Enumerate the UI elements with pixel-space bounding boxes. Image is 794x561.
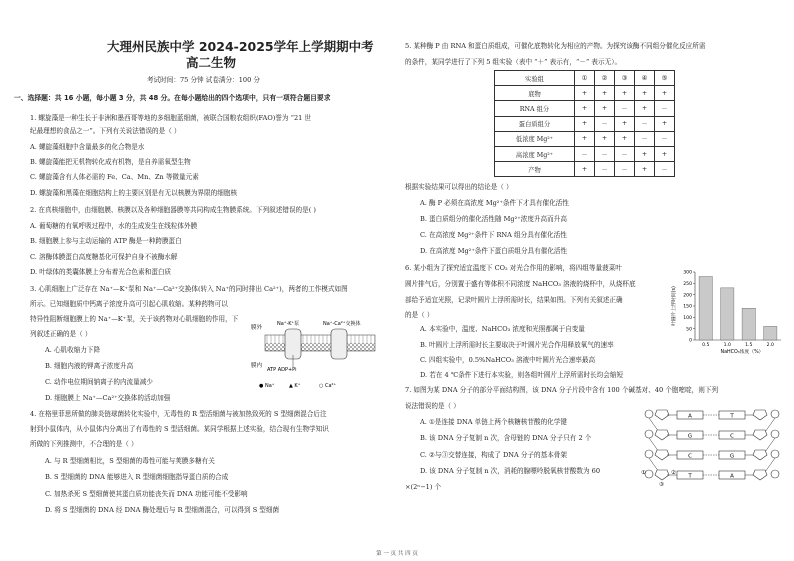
- base-left-label: C: [688, 453, 692, 460]
- ion-transport-figure: [245, 315, 385, 400]
- table-cell: +: [575, 131, 595, 146]
- table-cell: －: [655, 162, 675, 177]
- table-cell: +: [615, 116, 635, 131]
- q4-stem-line1: 4. 在格里菲思所做的肺炎链球菌转化实验中，无毒性的 R 型活细菌与被加热致死的 S 型细菌混合后注: [30, 410, 327, 418]
- table-header-row: [495, 71, 675, 86]
- bar: [742, 308, 755, 340]
- sugar-right: [753, 450, 767, 460]
- q2-stem: 2. 在真核细胞中，由细胞膜、核膜以及各种细胞器膜等共同构成生物膜系统。下列叙述错误的是( ): [30, 206, 316, 214]
- sugar-left: [655, 450, 669, 460]
- q2-option-a: A. 葡萄糖的有氧呼吸过程中，水的生成发生在线粒体外膜: [30, 222, 198, 230]
- q5-option-a: A. 酶 P 必须在高浓度 Mg²⁺条件下才具有催化活性: [420, 199, 569, 207]
- exam-title: 大理州民族中学 2024-2025学年上学期期中考: [107, 39, 374, 54]
- phosphate-left: [645, 410, 653, 418]
- q3-option-b: B. 细胞内液的钾离子浓度升高: [45, 362, 134, 370]
- structure-label: ①: [641, 470, 646, 476]
- q7-option-d-cont: ×(2ⁿ−1) 个: [405, 483, 442, 491]
- table-cell: ④: [635, 71, 655, 86]
- exterior-label: 膜外: [251, 325, 263, 331]
- q7-option-b: B. 该 DNA 分子复制 n 次，含母链的 DNA 分子只有 2 个: [420, 434, 592, 442]
- q4-stem-line3: 所做的下列推测中，不合理的是（ ）: [30, 440, 138, 448]
- legend-na: ● Na⁺: [259, 383, 275, 389]
- q5-option-b: B. 蛋白质组分的催化活性随 Mg²⁺浓度升高而升高: [420, 215, 567, 223]
- table-cell: ⑤: [655, 71, 675, 86]
- q3-option-c: C. 动作电位期间钠离子的内流量减少: [45, 378, 153, 386]
- phosphate-right: [771, 430, 779, 438]
- table-row: [495, 116, 675, 131]
- q3-stem-line2: 所示。已知细胞质中钙离子浓度升高可引起心肌收缩。某种药物可以: [30, 300, 228, 308]
- base-right-label: C: [730, 433, 734, 440]
- q1-option-c: C. 螺旋藻含有人体必需的 Fe、Ca、Mn、Zn 等微量元素: [30, 173, 199, 181]
- dna-structure-figure: [637, 402, 787, 490]
- table-cell: +: [595, 131, 615, 146]
- bar: [699, 277, 712, 340]
- table-cell: +: [595, 86, 615, 101]
- table-cell: ③: [615, 71, 635, 86]
- table-cell: +: [615, 86, 635, 101]
- q3-stem-line1: 3. 心肌细胞上广泛存在 Na⁺—K⁺泵和 Na⁺—Ca²⁺交换体(转入 Na⁺的同时排出 Ca²⁺)，两者的工作模式如图: [30, 285, 348, 293]
- structure-label: ③: [659, 482, 664, 488]
- exam-meta: 考试时间：75 分钟 试卷满分：100 分: [147, 76, 260, 84]
- q3-option-d: D. 细胞膜上 Na⁺—Ca²⁺交换体的活动加强: [45, 394, 171, 402]
- y-tick-label: 0: [689, 338, 692, 344]
- table-cell: －: [575, 146, 595, 161]
- q7-stem-line1: 7. 如图为某 DNA 分子的部分平面结构图，该 DNA 分子片段中含有 100 个碱基对、40 个胞嘧啶，则下列: [405, 386, 719, 394]
- table-cell: +: [575, 86, 595, 101]
- sugar-right: [753, 470, 767, 480]
- table-cell: －: [615, 101, 635, 116]
- y-tick-label: 100: [683, 316, 692, 322]
- table-row: [495, 162, 675, 177]
- table-cell: +: [615, 131, 635, 146]
- table-cell: 低浓度 Mg²⁺: [495, 131, 575, 146]
- q6-stem-line1: 6. 某小组为了探究适宜温度下 CO₂ 对光合作用的影响，将四组等量菠菜叶: [405, 264, 622, 272]
- atp-label: ATP ADP+Pi: [267, 367, 297, 373]
- table-cell: +: [595, 101, 615, 116]
- legend-k: ▲ K⁺: [289, 383, 301, 389]
- sugar-left: [655, 430, 669, 440]
- q1-option-a: A. 螺旋藻细胞中含量最多的化合物是水: [30, 143, 145, 151]
- q1-stem-line1: 1. 螺旋藻是一种生长于非洲和墨西哥等地的多细胞蓝细菌，被联合国粮农组织(FAO)誉为 “21 世: [30, 114, 312, 122]
- table-cell: －: [615, 146, 635, 161]
- table-cell: +: [635, 101, 655, 116]
- q3-stem-line3: 特异性阻断细胞膜上的 Na⁺—K⁺泵，关于该药物对心肌细胞的作用，下: [30, 315, 239, 323]
- nahco3-bar-chart: [667, 262, 789, 360]
- q6-stem-line4: 的是（ ）: [405, 311, 434, 319]
- q3-stem-line4: 列叙述正确的是（ ）: [30, 330, 92, 338]
- sugar-left: [655, 470, 669, 480]
- structure-label: ②: [671, 470, 676, 476]
- na-k-pump-label: Na⁺-K⁺泵: [277, 321, 300, 327]
- y-tick-label: 50: [686, 327, 692, 333]
- base-left-label: A: [688, 413, 692, 420]
- q1-stem-line2: 纪最理想的食品之一”。下列有关说法错误的是（ ）: [30, 127, 181, 135]
- na-ca-exchanger-label: Na⁺-Ca²⁺交换体: [323, 321, 361, 327]
- page-footer: 第 一 页 共 四 页: [376, 551, 418, 557]
- base-left-label: G: [687, 433, 693, 440]
- table-row: [495, 101, 675, 116]
- table-cell: －: [595, 146, 615, 161]
- backbone-right: [765, 418, 775, 432]
- table-row: [495, 86, 675, 101]
- membrane: [265, 335, 375, 351]
- table-cell: +: [635, 162, 655, 177]
- y-tick-label: 300: [683, 270, 692, 276]
- q5-option-c: C. 在高浓度 Mg²⁺条件下 RNA 组分具有催化活性: [420, 231, 567, 239]
- backbone-right: [765, 458, 775, 472]
- x-tick-label: 1.0: [723, 343, 731, 348]
- q5-stem-line1: 5. 某种酶 P 由 RNA 和蛋白质组成，可催化底物转化为相应的产物。为探究该酶不同组分催化反应所需: [405, 42, 706, 50]
- phosphate-left: [645, 450, 653, 458]
- q6-stem-line2: 圆片排气后，分别置于盛有等体积不同浓度 NaHCO₃ 溶液的烧杯中，从烧杯底: [405, 280, 636, 288]
- table-cell: ②: [595, 71, 615, 86]
- na-ca-exchanger: [331, 329, 347, 359]
- q4-option-a: A. 与 R 型细菌相比，S 型细菌的毒性可能与荚膜多糖有关: [45, 457, 215, 465]
- exam-subject: 高二生物: [186, 55, 237, 70]
- phosphate-left: [645, 470, 653, 478]
- base-right-label: T: [730, 413, 734, 420]
- y-tick-label: 200: [683, 293, 692, 299]
- table-cell: ①: [575, 71, 595, 86]
- q3-option-a: A. 心肌收缩力下降: [45, 346, 101, 354]
- table-cell: －: [595, 116, 615, 131]
- table-cell: －: [635, 131, 655, 146]
- table-cell: 产物: [495, 162, 575, 177]
- q7-option-c: C. ②与③交替连接，构成了 DNA 分子的基本骨架: [420, 451, 568, 459]
- q7-stem-line2: 说法错误的是（ ）: [405, 402, 460, 410]
- table-cell: －: [615, 162, 635, 177]
- x-tick-label: 2.0: [766, 343, 774, 348]
- table-cell: －: [595, 162, 615, 177]
- table-cell: +: [655, 146, 675, 161]
- table-cell: 蛋白质组分: [495, 116, 575, 131]
- bar: [764, 326, 777, 340]
- legend-ca: ○ Ca²⁺: [319, 383, 337, 389]
- table-cell: +: [575, 116, 595, 131]
- phosphate-right: [771, 410, 779, 418]
- interior-label: 膜内: [251, 363, 263, 369]
- table-cell: 实验组: [495, 71, 575, 86]
- table-cell: －: [655, 101, 675, 116]
- sugar-right: [753, 410, 767, 420]
- table-row: [495, 131, 675, 146]
- q6-option-c: C. 四组实验中，0.5%NaHCO₃ 溶液中叶圆片光合速率最高: [420, 356, 596, 364]
- y-tick-label: 150: [683, 304, 692, 310]
- table-cell: －: [655, 131, 675, 146]
- y-tick-label: 250: [683, 282, 692, 288]
- base-right-label: A: [730, 473, 734, 480]
- section-heading: 一、选择题：共 16 小题，每小题 3 分，共 48 分。在每小题给出的四个选项中，只有一项符合题目要求: [14, 94, 331, 102]
- table-cell: +: [655, 86, 675, 101]
- sugar-right: [753, 430, 767, 440]
- base-left-label: T: [688, 473, 692, 480]
- phosphate-right: [771, 470, 779, 478]
- table-row: [495, 146, 675, 161]
- sugar-left: [655, 410, 669, 420]
- q4-option-d: D. 将 S 型细菌的 DNA 经 DNA 酶处理后与 R 型细菌混合，可以得到 S 型细菌: [45, 506, 280, 514]
- table-cell: +: [575, 101, 595, 116]
- q5-stem-line2: 的条件，某同学进行了下列 5 组实验（表中 “＋” 表示有，“－” 表示无）。: [405, 58, 622, 66]
- phosphate-left: [645, 430, 653, 438]
- table-cell: RNA 组分: [495, 101, 575, 116]
- base-right-label: G: [729, 453, 735, 460]
- q5-conclusion-prompt: 根据实验结果可以得出的结论是（ ）: [405, 183, 513, 191]
- table-cell: +: [635, 146, 655, 161]
- q6-option-d: D. 若在 4 ℃条件下进行本实验，则各组叶圆片上浮所需时长均会缩短: [420, 371, 624, 379]
- table-cell: +: [635, 86, 655, 101]
- q7-option-d: D. 该 DNA 分子复制 n 次，消耗的腺嘌呤脱氧核苷酸数为 60: [420, 467, 601, 475]
- q6-stem-line3: 部给予适宜光照，记录叶圆片上浮所需时长，结果如图。下列有关叙述正确: [405, 296, 623, 304]
- x-axis-label: NaHCO₃浓度（%）: [720, 350, 764, 355]
- na-k-pump: [285, 329, 301, 359]
- bar: [721, 288, 734, 340]
- backbone-right: [765, 438, 775, 452]
- phosphate-right: [771, 450, 779, 458]
- x-tick-label: 0.5: [702, 343, 710, 348]
- q2-option-d: D. 叶绿体的类囊体膜上分布着光合色素和蛋白质: [30, 268, 172, 276]
- q4-option-b: B. S 型细菌的 DNA 能够进入 R 型细菌细胞指导蛋白质的合成: [45, 473, 229, 481]
- q2-option-b: B. 细胞膜上参与主动运输的 ATP 酶是一种跨膜蛋白: [30, 237, 182, 245]
- q2-option-c: C. 溶酶体膜蛋白高度糖基化可保护自身不被酶水解: [30, 253, 178, 261]
- table-cell: 底物: [495, 86, 575, 101]
- q4-option-c: C. 加热杀死 S 型细菌使其蛋白质功能丧失而 DNA 功能可能不受影响: [45, 490, 248, 498]
- table-cell: +: [575, 162, 595, 177]
- q6-option-b: B. 叶圆片上浮所需时长主要取决于叶圆片光合作用释放氧气的速率: [420, 341, 614, 349]
- x-tick-label: 1.5: [745, 343, 753, 348]
- table-cell: +: [655, 116, 675, 131]
- q6-option-a: A. 本实验中，温度、NaHCO₃ 浓度和光照都属于自变量: [420, 325, 585, 333]
- q1-option-b: B. 螺旋藻能把无机物转化成有机物，是自养需氧型生物: [30, 158, 191, 166]
- table-cell: 高浓度 Mg²⁺: [495, 146, 575, 161]
- q4-stem-line2: 射到小鼠体内，从小鼠体内分离出了有毒性的 S 型活细菌。某同学根据上述实验，结合现有生物学知识: [30, 425, 329, 433]
- experiment-table: [494, 70, 675, 177]
- y-axis-label: 叶圆片上浮时间(s): [672, 286, 677, 326]
- q5-option-d: D. 在高浓度 Mg²⁺条件下蛋白质组分具有催化活性: [420, 247, 568, 255]
- q7-option-a: A. ①是连接 DNA 单链上两个核糖核苷酸的化学键: [420, 418, 567, 426]
- q1-option-d: D. 螺旋藻和黑藻在细胞结构上的主要区别是有无以核膜为界限的细胞核: [30, 189, 238, 197]
- table-cell: －: [635, 116, 655, 131]
